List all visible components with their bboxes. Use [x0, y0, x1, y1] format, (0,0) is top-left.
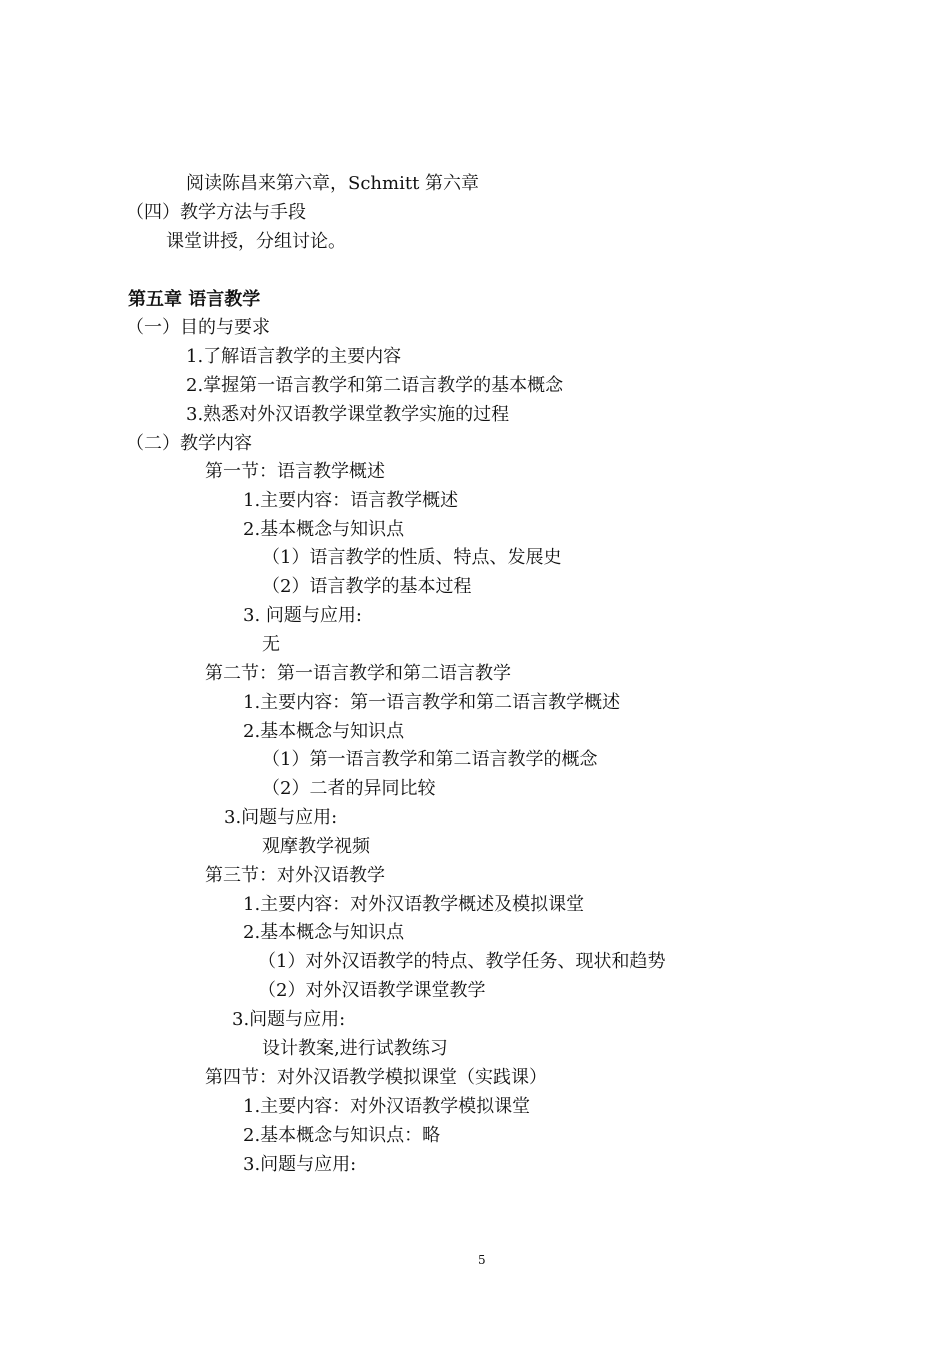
- concept-point: （1）第一语言教学和第二语言教学的概念: [262, 749, 598, 770]
- concept-point: （2）二者的异同比较: [262, 778, 436, 799]
- section-qa-text: 设计教案,进行试教练习: [262, 1038, 448, 1059]
- section-main-content: 1.主要内容：对外汉语教学模拟课堂: [243, 1096, 531, 1117]
- section-title: 第二节：第一语言教学和第二语言教学: [205, 663, 511, 684]
- objective-item: 1.了解语言教学的主要内容: [186, 346, 402, 367]
- concept-point: （1）对外汉语教学的特点、教学任务、现状和趋势: [258, 951, 666, 972]
- reading-assignment: 阅读陈昌来第六章，Schmitt 第六章: [186, 173, 480, 194]
- page-number: 5: [478, 1253, 486, 1267]
- concept-point: （2）对外汉语教学课堂教学: [258, 980, 486, 1001]
- section-qa-heading: 3. 问题与应用:: [243, 605, 362, 626]
- section-concepts-heading: 2.基本概念与知识点: [243, 519, 405, 540]
- concept-point: （1）语言教学的性质、特点、发展史: [262, 547, 562, 568]
- section-qa-heading: 3.问题与应用:: [232, 1009, 346, 1030]
- objective-item: 3.熟悉对外汉语教学课堂教学实施的过程: [186, 404, 510, 425]
- section-concepts-heading: 2.基本概念与知识点：略: [243, 1125, 441, 1146]
- objectives-heading: （一）目的与要求: [126, 317, 270, 338]
- section-concepts-heading: 2.基本概念与知识点: [243, 721, 405, 742]
- section-qa-text: 无: [262, 634, 280, 655]
- section-qa-text: 观摩教学视频: [262, 836, 370, 857]
- content-heading: （二）教学内容: [126, 433, 252, 454]
- section-qa-heading: 3.问题与应用:: [243, 1154, 357, 1175]
- methods-text: 课堂讲授，分组讨论。: [166, 231, 346, 252]
- objective-item: 2.掌握第一语言教学和第二语言教学的基本概念: [186, 375, 564, 396]
- section-title: 第一节：语言教学概述: [205, 461, 385, 482]
- section-title: 第三节：对外汉语教学: [205, 865, 385, 886]
- section-qa-heading: 3.问题与应用:: [224, 807, 338, 828]
- chapter-title: 第五章 语言教学: [128, 289, 261, 310]
- section-concepts-heading: 2.基本概念与知识点: [243, 922, 405, 943]
- section-main-content: 1.主要内容：语言教学概述: [243, 490, 459, 511]
- concept-point: （2）语言教学的基本过程: [262, 576, 472, 597]
- section-main-content: 1.主要内容：第一语言教学和第二语言教学概述: [243, 692, 621, 713]
- methods-heading: （四）教学方法与手段: [126, 202, 306, 223]
- section-main-content: 1.主要内容：对外汉语教学概述及模拟课堂: [243, 894, 585, 915]
- section-title: 第四节：对外汉语教学模拟课堂（实践课）: [205, 1067, 547, 1088]
